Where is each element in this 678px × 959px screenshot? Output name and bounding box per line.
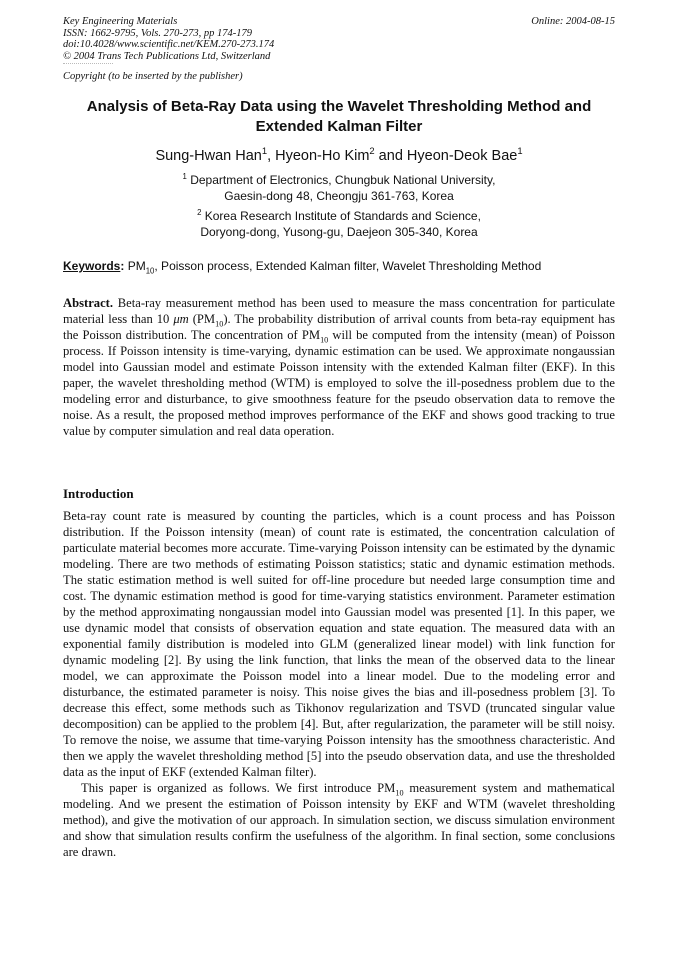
journal-header <box>63 16 615 83</box>
abstract-label: Abstract. <box>63 296 114 310</box>
abstract-subscript: 10 <box>320 335 329 345</box>
online-date: Online: 2004-08-15 <box>531 16 615 27</box>
title-line-1: Analysis of Beta-Ray Data using the Wavelet Thresholding Method and <box>86 98 592 115</box>
affiliation-1-line-2: Gaesin-dong 48, Cheongju 361-763, Korea <box>224 189 454 203</box>
author-3: Hyeon-Deok Bae <box>406 148 518 164</box>
affiliation-2-line-2: Doryong-dong, Yusong-gu, Daejeon 305-340, Korea <box>200 225 478 239</box>
keyword-pm-subscript: 10 <box>145 266 155 276</box>
doi-line: doi:10.4028/www.scientific.net/KEM.270-273.174 <box>63 39 275 50</box>
abstract-text: (PM <box>188 312 216 326</box>
publisher-note: Copyright (to be inserted by the publisher) <box>63 71 243 82</box>
abstract-text: Beta-ray measurement method has been used to measure the mass concentration for particulate material less than 10 <box>63 296 615 326</box>
author-2: Hyeon-Ho Kim <box>275 148 370 164</box>
introduction-paragraph-2 <box>63 780 615 860</box>
affiliation-1-line-1: Department of Electronics, Chungbuk National University, <box>186 173 496 187</box>
copyright-line: © 2004 Trans Tech Publications Ltd, Switzerland <box>63 50 271 62</box>
affiliation-2-number: 2 <box>197 208 202 217</box>
author-3-affiliation: 1 <box>517 145 523 157</box>
section-heading-introduction: Introduction <box>63 486 134 501</box>
abstract-unit: μm <box>173 312 189 326</box>
author-separator: , <box>267 148 276 164</box>
keywords-colon: : <box>120 259 128 273</box>
affiliation-2 <box>63 208 615 240</box>
keyword-pm: PM <box>127 259 146 273</box>
abstract-text: ). The probability distribution of arrival counts from beta-ray equipment has the Poisson distribution. The concentration of PM <box>63 312 615 342</box>
introduction-paragraph-1: Beta-ray count rate is measured by counting the particles, which is a count process and has Poisson distribution. If the Poisson intensity (mean) of count rate is estimated, the concentration calculation of particulate material becomes more accurate. Time-varying Poisson intensity can be estimated by the dynamic modeling. There are two methods of estimating Poisson statistics; static and dynamic estimation methods. The static estimation method is well suited for off-line procedure but needed large consumption time and cost. The dynamic estimation method is good for time-varying statistics environment. Parameter estimation by the method approximating nongaussian model into Gaussian model was presented [1]. In this paper, we use dynamic model that consists of observation equation and state equation. The measured data with an exponential family distribution is modeled into GLM (generalized linear model) with link function for dynamic modeling [2]. By using the link function, that links the mean of the observed data to the linear model, we can approximate the Poisson model into a linear model. Due to the modeling error and disturbance, the estimated parameter is noisy. This noise gives the bias and ill-posedness problem [3]. To decrease this effect, some methods such as Tikhonov regularization and TSVD (truncated singular value decomposition) can be applied to the problem [4]. But, after regularization, the parameter will be still noisy. To remove the noise, we assume that time-varying Poisson intensity has the smoothness characteristic. And then we apply the wavelet thresholding method [5] into the pseudo observation data, and use the thresholded data as the input of EKF (extended Kalman filter). <box>63 509 615 779</box>
affiliation-1 <box>63 172 615 204</box>
paper-title <box>63 97 615 137</box>
abstract <box>63 295 615 439</box>
author-separator: and <box>374 148 407 164</box>
author-2-affiliation: 2 <box>369 145 375 157</box>
abstract-text: will be computed from the intensity (mean) of Poisson process. If Poisson intensity is time-varying, dynamic estimation can be used. We approximate nongaussian model into Gaussian model and estimate Poisson intensity with the extended Kalman filter (EKF). In this paper, the wavelet thresholding method (WTM) is employed to solve the ill-posedness problem due to the modeling error and disturbance, to give smoothness feature for the pseudo observation data to remove the noise. As a result, the proposed method improves performance of the EKF and shows good tracking to true value by computer simulation and real data operation. <box>63 328 615 438</box>
introduction-body <box>63 508 615 860</box>
author-1: Sung-Hwan Han <box>155 148 262 164</box>
author-list <box>63 147 615 165</box>
paragraph-subscript: 10 <box>395 788 404 798</box>
affiliation-2-line-1: Korea Research Institute of Standards and Science, <box>201 209 481 223</box>
journal-name: Key Engineering Materials <box>63 16 178 27</box>
affiliation-1-number: 1 <box>182 172 187 181</box>
issn-line: ISSN: 1662-9795, Vols. 270-273, pp 174-179 <box>63 27 252 39</box>
paragraph-text: This paper is organized as follows. We first introduce PM <box>81 781 396 795</box>
title-line-2: Extended Kalman Filter <box>255 118 423 135</box>
keywords <box>63 258 615 274</box>
keywords-label: Keywords <box>63 259 121 273</box>
header-rule <box>63 63 113 67</box>
abstract-subscript: 10 <box>215 319 224 329</box>
author-1-affiliation: 1 <box>261 145 268 157</box>
paragraph-text: measurement system and mathematical modeling. And we present the estimation of Poisson intensity by EKF and WTM (wavelet thresholding method), and give the motivation of our approach. In simulation section, we discuss simulation environment and show that simulation results confirm the usefulness of the algorithm. In final section, some conclusions are drawn. <box>63 781 615 859</box>
keywords-rest: , Poisson process, Extended Kalman filter, Wavelet Thresholding Method <box>154 259 542 273</box>
